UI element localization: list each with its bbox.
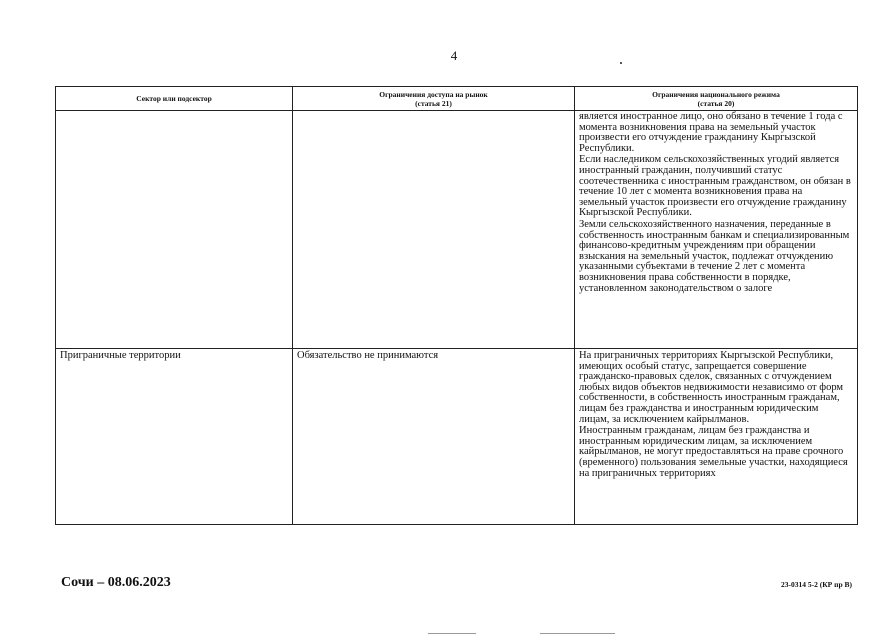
paragraph: Если наследником сельскохозяйственных угодий является иностранный гражданин, получивший статус соотечественника с иностранным гражданством, он обязан в течение 10 лет с момента возникновения права на земельный участок произвести его отчуждение гражданину Кыргызской Республики. (579, 154, 851, 219)
commitments-table (55, 86, 858, 525)
table-header-row (56, 87, 858, 111)
market-access-cell (293, 111, 575, 349)
national-treatment-cell (575, 349, 858, 525)
paragraph: Земли сельскохозяйственного назначения, переданные в собственность иностранным банкам и специализированным финансово-кредитным учреждениям при обращении взыскания на земельный участок, подлежат отчуждению указанными субъектами в течение 2 лет с момента возникновения права собственности в порядке, установленном законодательством о залоге (579, 218, 850, 294)
page-number: 4 (450, 48, 458, 63)
sector-cell (56, 111, 293, 349)
sector-cell: Приграничные территории (56, 349, 293, 525)
national-treatment-cell (575, 111, 858, 349)
footer-location-date: Сочи – 08.06.2023 (61, 575, 171, 590)
market-access-cell: Обязательство не принимаются (293, 349, 575, 525)
paragraph: является иностранное лицо, оно обязано в течение 1 года с момента возникновения права на земельный участок произвести его отчуждение гражданину Кыргызской Республики. (579, 111, 843, 154)
header-market-access: Ограничения доступа на рынок (статья 21) (293, 87, 575, 111)
paragraph: Иностранным гражданам, лицам без гражданства и иностранным юридическим лицам, за исключением кайрылманов, не могут предоставляться на праве срочного (временного) пользования земельные участки, находящиеся на приграничных территориях (579, 425, 848, 479)
header-national-treatment: Ограничения национального режима (статья 20) (575, 87, 858, 111)
divider (540, 633, 615, 634)
table-row (56, 111, 858, 349)
paragraph: На приграничных территориях Кыргызской Республики, имеющих особый статус, запрещается совершение гражданско-правовых сделок, связанных с отчуждением любых видов объектов недвижимости независимо от форм собственности, в собственность иностранным гражданам, лицам без гражданства и иностранным юридическим лицам, за исключением кайрылманов. (579, 350, 844, 425)
footer-document-code: 23-0314 5-2 (КР пр В) (780, 580, 852, 589)
scan-artifact (620, 62, 622, 64)
header-sector: Сектор или подсектор (56, 87, 293, 111)
divider (428, 633, 476, 634)
table-row (56, 349, 858, 525)
